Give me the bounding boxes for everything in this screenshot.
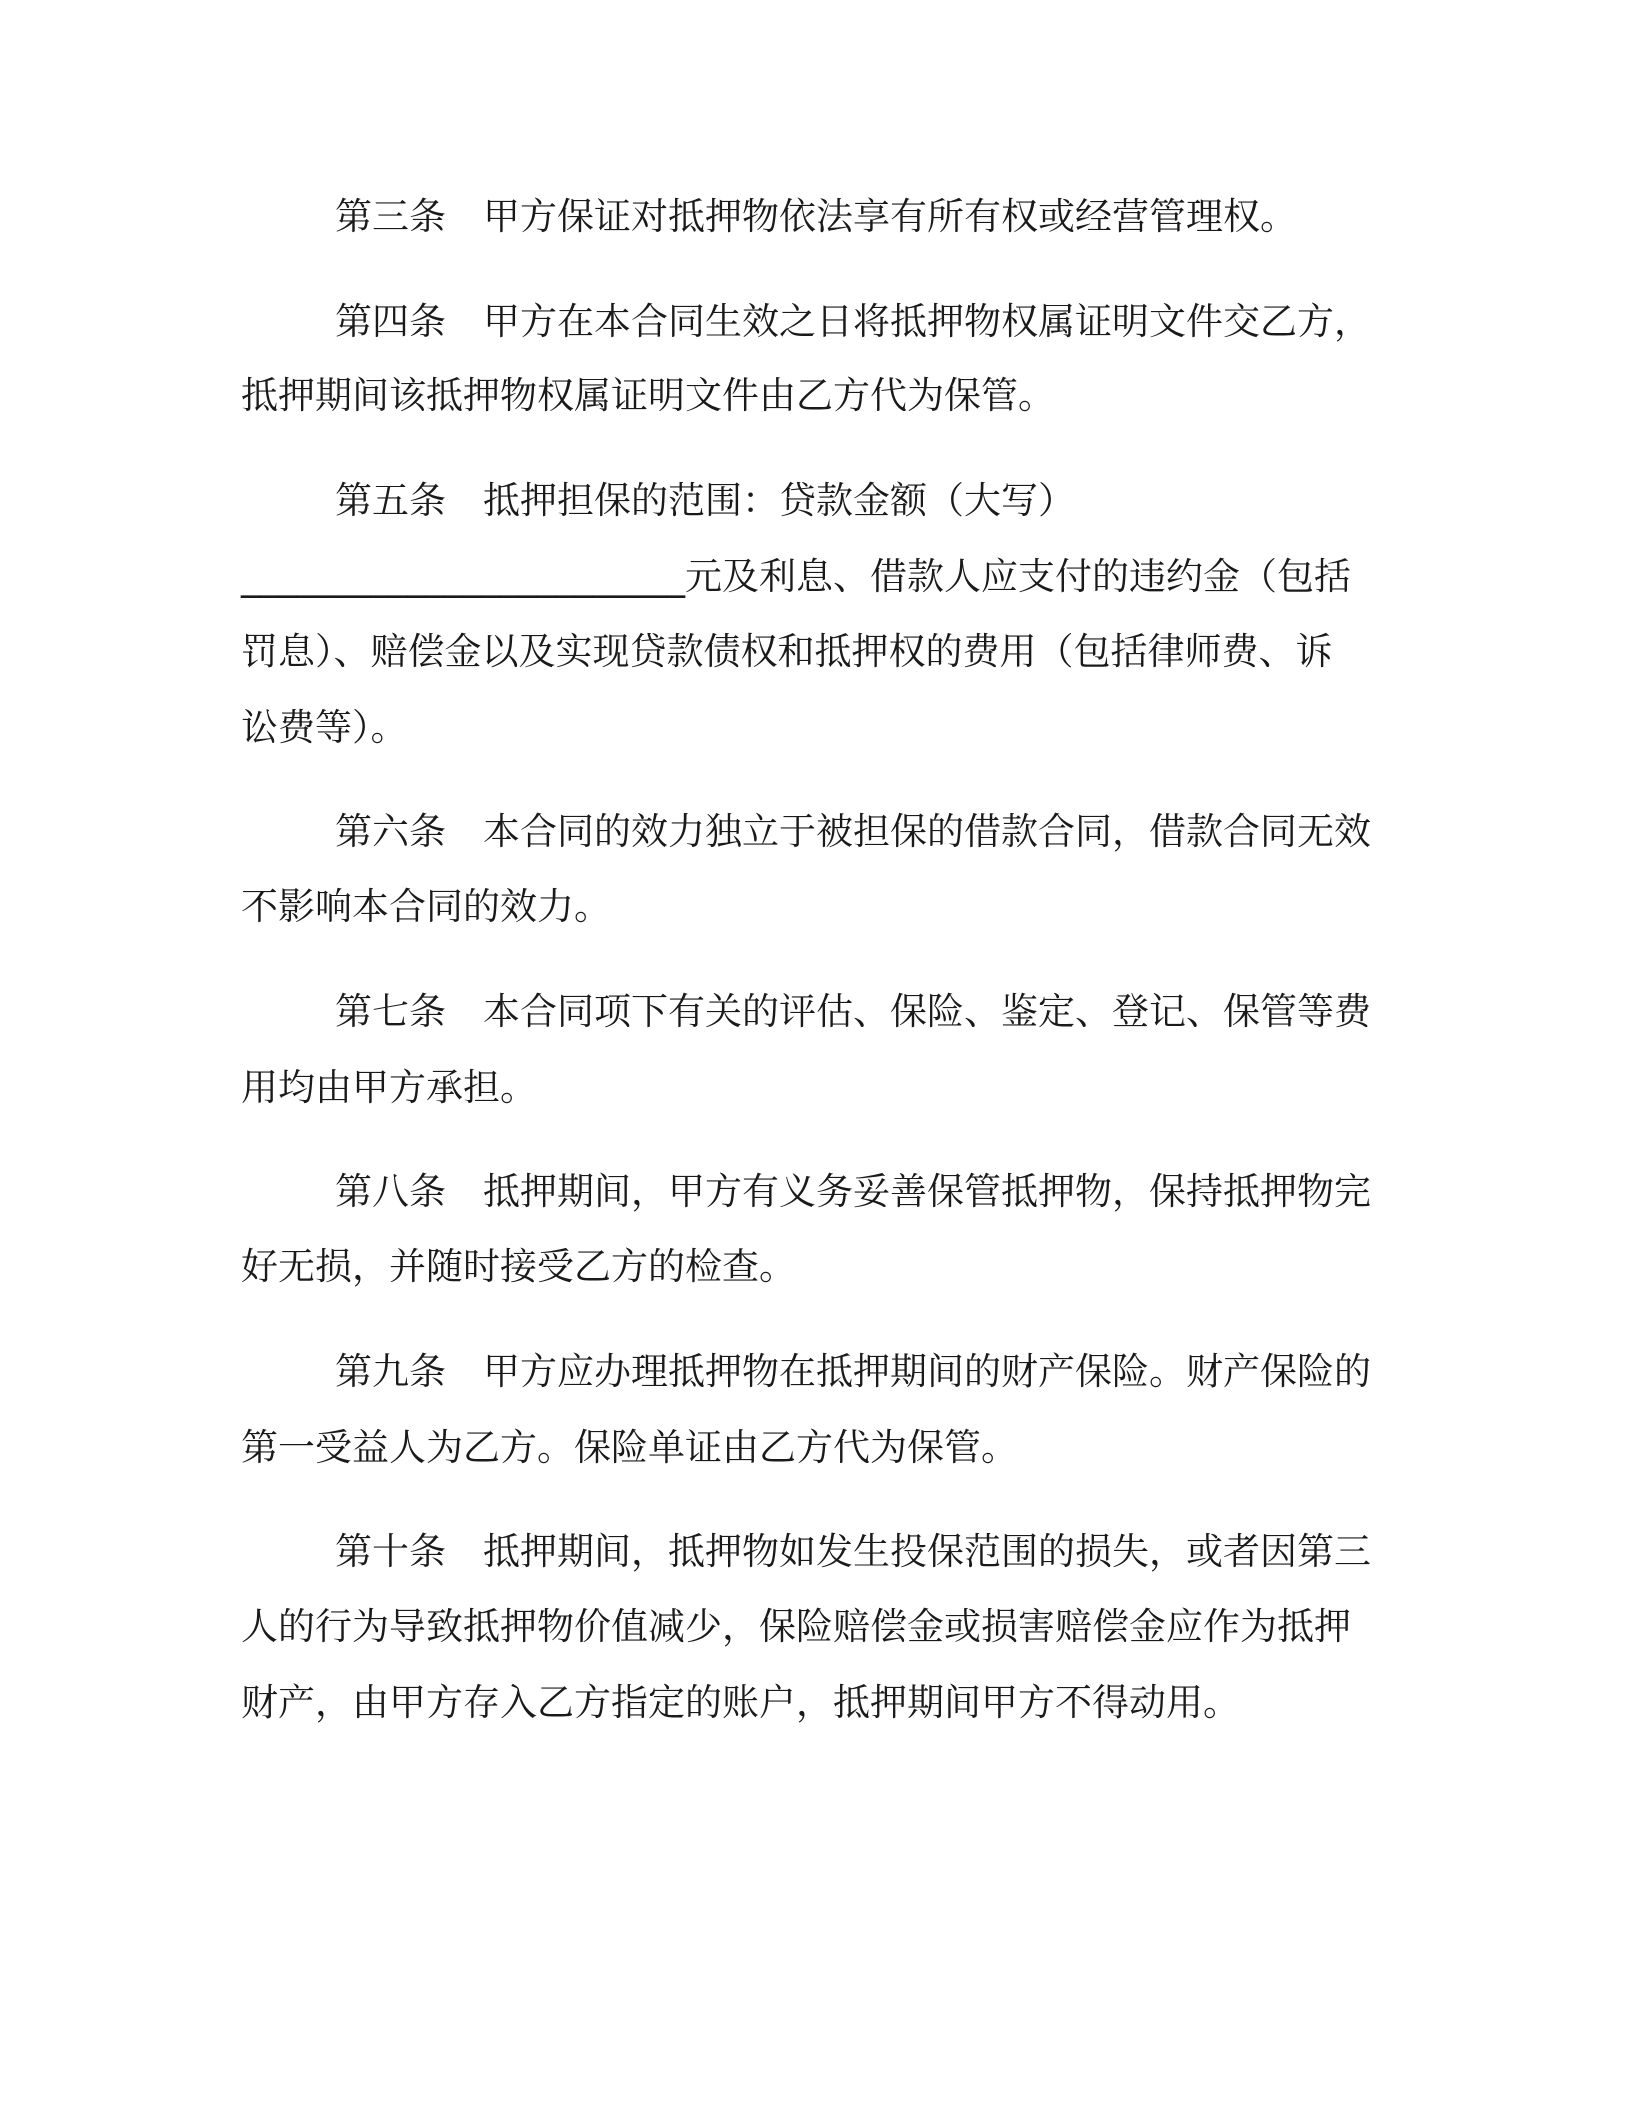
clause-9-line-1: 第九条 甲方应办理抵押物在抵押期间的财产保险。财产保险的 xyxy=(335,1350,1371,1393)
clause-5-line-1: 第五条 抵押担保的范围：贷款金额（大写） xyxy=(335,479,1075,522)
clause-10-line-1: 第十条 抵押期间，抵押物如发生投保范围的损失，或者因第三 xyxy=(335,1530,1371,1573)
clause-10-line-2: 人的行为导致抵押物价值减少，保险赔偿金或损害赔偿金应作为抵押 xyxy=(241,1605,1351,1648)
clause-7-line-1: 第七条 本合同项下有关的评估、保险、鉴定、登记、保管等费 xyxy=(335,990,1371,1033)
clause-3-line-1: 第三条 甲方保证对抵押物依法享有所有权或经营管理权。 xyxy=(335,195,1297,238)
clause-10-line-3: 财产，由甲方存入乙方指定的账户，抵押期间甲方不得动用。 xyxy=(241,1681,1240,1724)
clause-4-line-2: 抵押期间该抵押物权属证明文件由乙方代为保管。 xyxy=(241,374,1055,417)
clause-5-line-3: 罚息）、赔偿金以及实现贷款债权和抵押权的费用（包括律师费、诉 xyxy=(241,630,1333,673)
clause-7-line-2: 用均由甲方承担。 xyxy=(241,1066,537,1109)
clause-5-line-4: 讼费等）。 xyxy=(241,706,408,749)
clause-6-line-2: 不影响本合同的效力。 xyxy=(241,885,611,928)
clause-4-line-1: 第四条 甲方在本合同生效之日将抵押物权属证明文件交乙方， xyxy=(335,300,1371,343)
clause-8-line-2: 好无损，并随时接受乙方的检查。 xyxy=(241,1245,796,1288)
clause-8-line-1: 第八条 抵押期间，甲方有义务妥善保管抵押物，保持抵押物完 xyxy=(335,1170,1371,1213)
clause-5-line-2: ________________________元及利息、借款人应支付的违约金（包括 xyxy=(241,555,1351,598)
clause-6-line-1: 第六条 本合同的效力独立于被担保的借款合同，借款合同无效 xyxy=(335,810,1371,853)
clause-9-line-2: 第一受益人为乙方。保险单证由乙方代为保管。 xyxy=(241,1426,1018,1469)
